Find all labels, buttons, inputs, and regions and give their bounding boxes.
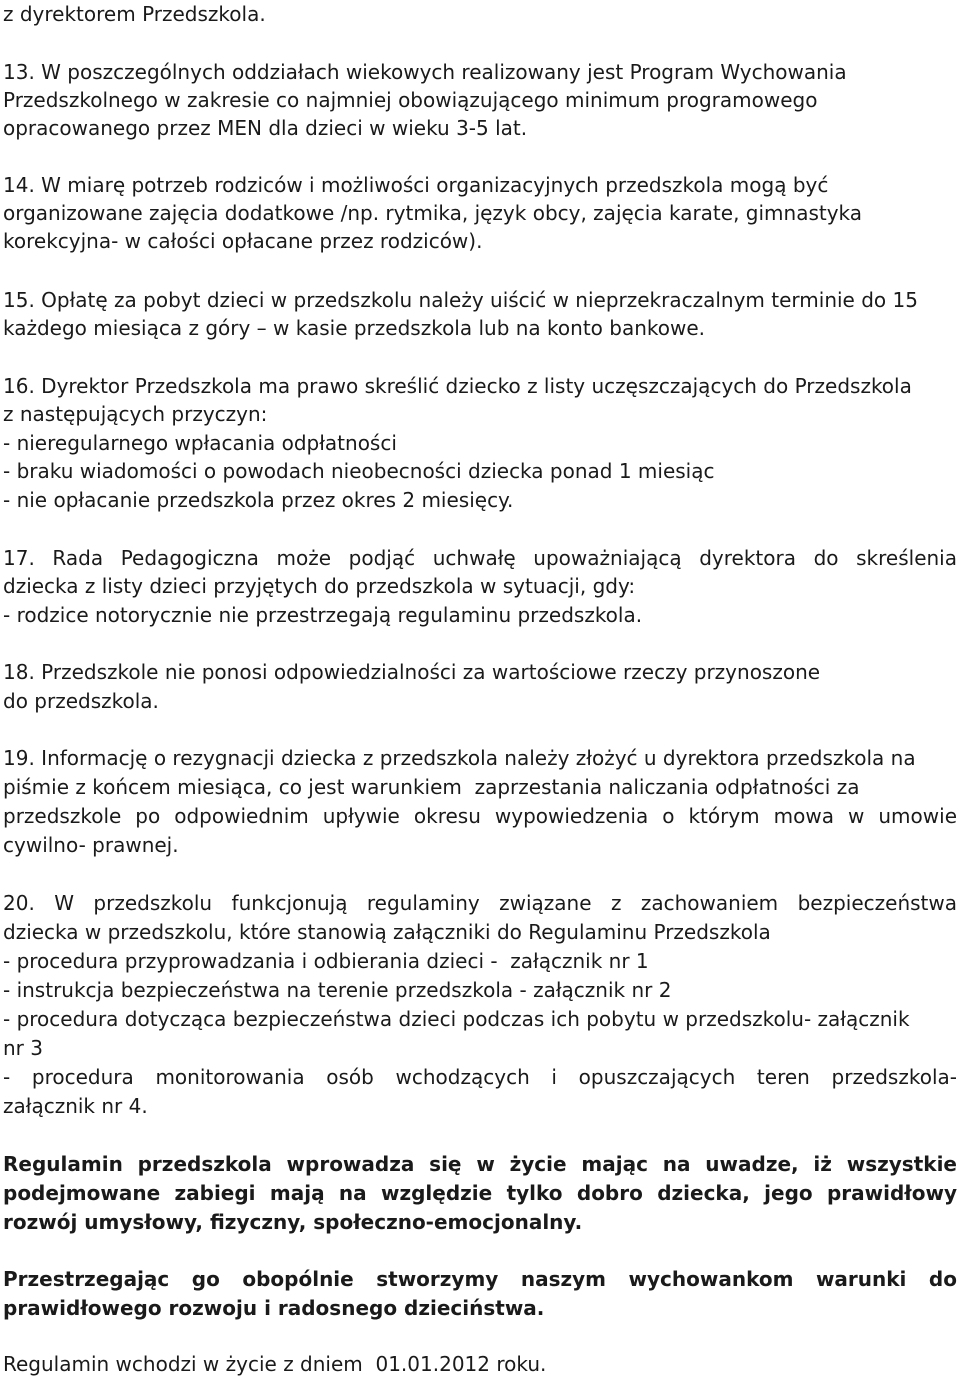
- paragraph-19-line: cywilno- prawnej.: [3, 833, 179, 857]
- paragraph-18-line: do przedszkola.: [3, 689, 159, 713]
- paragraph-20-line: - procedura przyprowadzania i odbierania dzieci - załącznik nr 1: [3, 949, 649, 973]
- paragraph-14-line: korekcyjna- w całości opłacane przez rodziców).: [3, 229, 483, 253]
- paragraph-16-line: - nie opłacanie przedszkola przez okres 2 miesięcy.: [3, 488, 514, 512]
- paragraph-16-line: 16. Dyrektor Przedszkola ma prawo skreślić dziecko z listy uczęszczających do Przedszkola: [3, 374, 912, 398]
- paragraph-19-line: przedszkole po odpowiednim upływie okresu wypowiedzenia o którym mowa w umowie: [3, 804, 957, 828]
- closing-bold-line: Regulamin przedszkola wprowadza się w życie mając na uwadze, iż wszystkie: [3, 1152, 957, 1176]
- text-line: z dyrektorem Przedszkola.: [3, 2, 266, 26]
- paragraph-14-line: organizowane zajęcia dodatkowe /np. rytmika, język obcy, zajęcia karate, gimnastyka: [3, 201, 863, 225]
- effective-date-line: Regulamin wchodzi w życie z dniem 01.01.2012 roku.: [3, 1352, 547, 1376]
- paragraph-13-line: 13. W poszczególnych oddziałach wiekowych realizowany jest Program Wychowania: [3, 60, 847, 84]
- paragraph-20-line: nr 3: [3, 1036, 43, 1060]
- closing-bold-line: prawidłowego rozwoju i radosnego dzieciństwa.: [3, 1296, 545, 1320]
- closing-bold-line: Przestrzegając go obopólnie stworzymy naszym wychowankom warunki do: [3, 1267, 957, 1291]
- closing-bold-line: podejmowane zabiegi mają na względzie tylko dobro dziecka, jego prawidłowy: [3, 1181, 957, 1205]
- paragraph-20-line: 20. W przedszkolu funkcjonują regulaminy związane z zachowaniem bezpieczeństwa: [3, 891, 957, 915]
- paragraph-16-line: - braku wiadomości o powodach nieobecności dziecka ponad 1 miesiąc: [3, 459, 715, 483]
- paragraph-13-line: Przedszkolnego w zakresie co najmniej obowiązującego minimum programowego: [3, 88, 818, 112]
- paragraph-16-line: - nieregularnego wpłacania odpłatności: [3, 431, 397, 455]
- paragraph-17-line: dziecka z listy dzieci przyjętych do przedszkola w sytuacji, gdy:: [3, 574, 636, 598]
- paragraph-18-line: 18. Przedszkole nie ponosi odpowiedzialności za wartościowe rzeczy przynoszone: [3, 660, 821, 684]
- paragraph-15-line: każdego miesiąca z góry – w kasie przedszkola lub na konto bankowe.: [3, 316, 706, 340]
- paragraph-17-line: - rodzice notorycznie nie przestrzegają regulaminu przedszkola.: [3, 603, 643, 627]
- paragraph-15-line: 15. Opłatę za pobyt dzieci w przedszkolu należy uiścić w nieprzekraczalnym terminie do 15: [3, 288, 918, 312]
- paragraph-20-line: - procedura dotycząca bezpieczeństwa dzieci podczas ich pobytu w przedszkolu- załącznik: [3, 1007, 910, 1031]
- paragraph-20-line: załącznik nr 4.: [3, 1094, 148, 1118]
- paragraph-20-line: dziecka w przedszkolu, które stanowią załączniki do Regulaminu Przedszkola: [3, 920, 771, 944]
- paragraph-17-line: 17. Rada Pedagogiczna może podjąć uchwałę upoważniającą dyrektora do skreślenia: [3, 546, 957, 570]
- paragraph-19-line: piśmie z końcem miesiąca, co jest warunkiem zaprzestania naliczania odpłatności za: [3, 775, 860, 799]
- paragraph-14-line: 14. W miarę potrzeb rodziców i możliwości organizacyjnych przedszkola mogą być: [3, 173, 829, 197]
- paragraph-19-line: 19. Informację o rezygnacji dziecka z przedszkola należy złożyć u dyrektora przedszkola na: [3, 746, 916, 770]
- paragraph-16-line: z następujących przyczyn:: [3, 402, 268, 426]
- paragraph-20-line: - procedura monitorowania osób wchodzących i opuszczających teren przedszkola-: [3, 1065, 957, 1089]
- paragraph-20-line: - instrukcja bezpieczeństwa na terenie przedszkola - załącznik nr 2: [3, 978, 672, 1002]
- closing-bold-line: rozwój umysłowy, fizyczny, społeczno-emocjonalny.: [3, 1210, 583, 1234]
- paragraph-13-line: opracowanego przez MEN dla dzieci w wieku 3-5 lat.: [3, 116, 528, 140]
